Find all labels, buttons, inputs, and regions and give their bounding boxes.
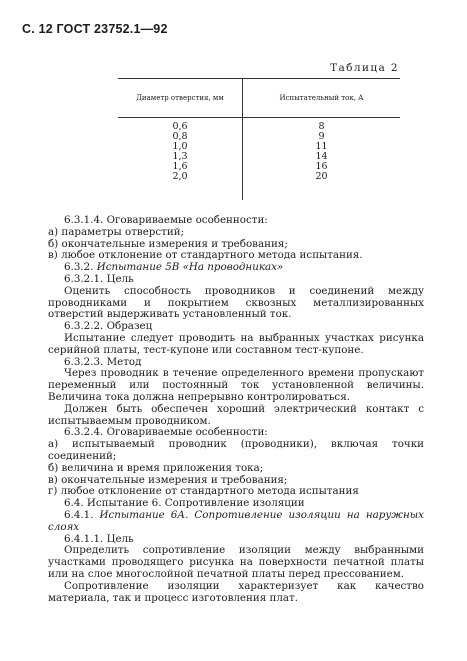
- column-header-current: Испытательный ток, А: [243, 79, 401, 118]
- table-row: [118, 132, 400, 142]
- list-item: а) испытываемый проводник (проводники), включая точки соединений;: [48, 438, 424, 462]
- diameter-cell: 0,8: [118, 132, 243, 142]
- paragraph: Сопротивление изоляции характеризует как качество материала, так и процесс изготовления плат.: [48, 579, 424, 604]
- diameter-cell: 0,6: [118, 118, 243, 133]
- subclause-heading: 6.3.2.4. Оговариваемые особенности:: [64, 426, 268, 439]
- current-cell: 8: [318, 121, 325, 132]
- list-item: г) любое отклонение от стандартного метода испытания: [48, 485, 359, 498]
- clause-number: 6.4.1.: [64, 508, 100, 521]
- list-item: в) окончательные измерения и требования;: [48, 473, 288, 486]
- body-text: [48, 215, 424, 604]
- list-item: б) окончательные измерения и требования;: [48, 237, 288, 250]
- clause-6-3-1-4-heading: 6.3.1.4. Оговариваемые особенности:: [64, 214, 268, 226]
- paragraph: Должен быть обеспечен хороший электрический контакт с испытываемым проводником.: [48, 402, 424, 427]
- table-row: [118, 172, 400, 200]
- current-cell: 9: [318, 131, 325, 142]
- diameter-cell: 2,0: [118, 172, 243, 200]
- subclause-heading: 6.4.1.1. Цель: [64, 532, 134, 545]
- test-current-table: [118, 78, 400, 200]
- subclause-heading: 6.3.2.3. Метод: [64, 355, 142, 368]
- list-item: а) параметры отверстий;: [48, 225, 185, 238]
- table-caption: Таблица 2: [330, 62, 399, 74]
- clause-6-4-heading: 6.4. Испытание 6. Сопротивление изоляции: [64, 497, 305, 510]
- diameter-cell: 1,3: [118, 152, 243, 162]
- clause-title: Испытание 6А. Сопротивление изоляции на наружных слоях: [48, 508, 424, 533]
- column-header-diameter: Диаметр отверстия, мм: [118, 79, 243, 118]
- table-row: [118, 118, 400, 133]
- table-header-row: [118, 79, 400, 118]
- current-cell: 11: [315, 141, 328, 152]
- paragraph: Определить сопротивление изоляции между выбранными участками проводящего рисунка на поверхности печатной платы или на слое многослойной печатной платы перед прессованием.: [48, 544, 424, 580]
- current-cell: 20: [315, 171, 328, 182]
- table-row: [118, 152, 400, 162]
- table-row: [118, 162, 400, 172]
- current-cell: 16: [315, 161, 328, 172]
- paragraph: Оценить способность проводников и соединений между проводниками и покрытием сквозных металлизированных отверстий выдерживать установленный ток.: [48, 284, 424, 321]
- clause-title: Испытание 5В «На проводниках»: [96, 261, 284, 274]
- subclause-heading: 6.3.2.2. Образец: [64, 320, 153, 333]
- paragraph: Испытание следует проводить на выбранных участках рисунка серийной платы, тест-купоне или составном тест-купоне.: [48, 331, 424, 356]
- list-item: б) величина и время приложения тока;: [48, 461, 264, 474]
- diameter-cell: 1,0: [118, 142, 243, 152]
- page-header: С. 12 ГОСТ 23752.1—92: [22, 22, 168, 36]
- diameter-cell: 1,6: [118, 162, 243, 172]
- clause-6-4-1-heading: [48, 510, 424, 534]
- clause-number: 6.3.2.: [64, 261, 97, 274]
- list-item: в) любое отклонение от стандартного метода испытания.: [48, 249, 363, 262]
- subclause-heading: 6.3.2.1. Цель: [64, 272, 134, 285]
- paragraph: Через проводник в течение определенного времени пропускают переменный или постоянный ток установленной величины. Величина тока должна непрерывно контролироваться.: [48, 367, 424, 403]
- table-row: [118, 142, 400, 152]
- current-cell: 14: [315, 151, 328, 162]
